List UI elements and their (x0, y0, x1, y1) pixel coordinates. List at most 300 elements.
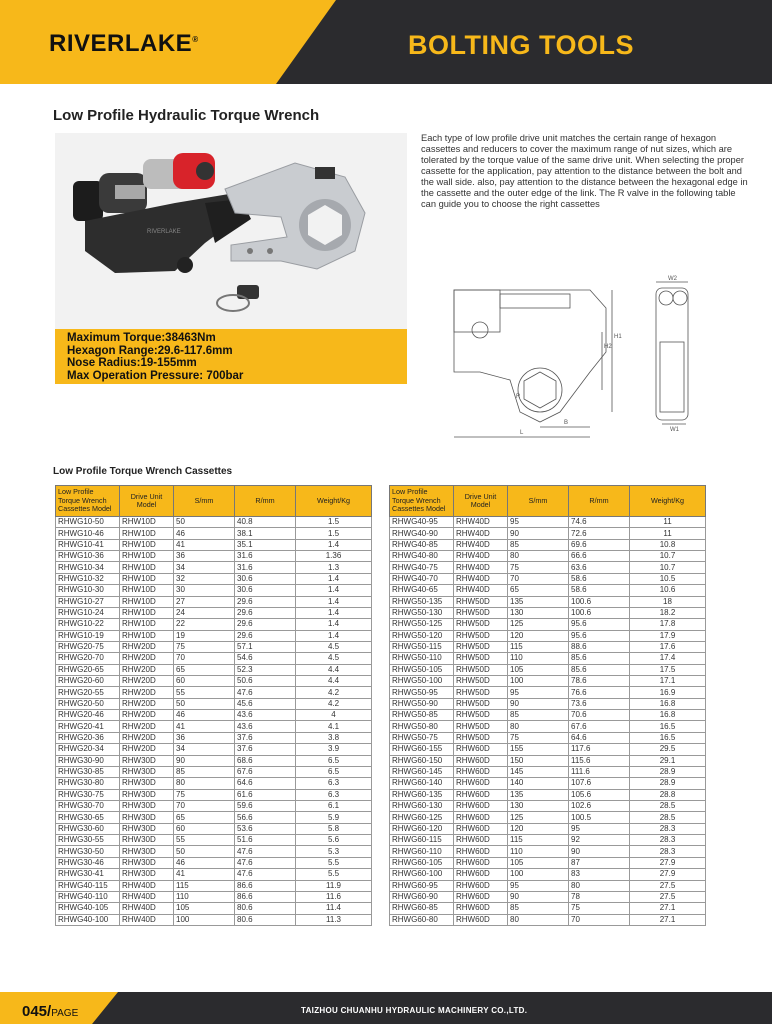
table-cell: 34 (174, 744, 235, 755)
table-cell: 34 (174, 562, 235, 573)
table-cell: 107.6 (569, 778, 630, 789)
table-cell: RHWG10-41 (56, 539, 120, 550)
table-cell: RHWG60-85 (390, 903, 454, 914)
table-cell: 4.4 (296, 664, 372, 675)
table-cell: 17.9 (630, 630, 706, 641)
table-cell: 31.6 (235, 551, 296, 562)
table-cell: RHWG50-100 (390, 676, 454, 687)
table-row (56, 812, 372, 823)
table-cell: 63.6 (569, 562, 630, 573)
table-cell: 85 (508, 710, 569, 721)
table-cell: 5.8 (296, 823, 372, 834)
table-cell: RHW40D (454, 585, 508, 596)
table-cell: 86.6 (235, 891, 296, 902)
table-row (390, 766, 706, 777)
table-cell: 27.9 (630, 869, 706, 880)
table-cell: 135 (508, 596, 569, 607)
table-cell: RHW30D (120, 835, 174, 846)
table-cell: 1.4 (296, 573, 372, 584)
table-cell: RHW40D (454, 562, 508, 573)
table-cell: 51.6 (235, 835, 296, 846)
table-cell: 4.1 (296, 721, 372, 732)
table-cell: RHWG40-85 (390, 539, 454, 550)
table-cell: 95 (508, 880, 569, 891)
table-cell: 47.6 (235, 857, 296, 868)
table-cell: 67.6 (569, 721, 630, 732)
table-cell: RHW60D (454, 880, 508, 891)
col-header-s: S/mm (174, 486, 235, 517)
table-cell: RHW40D (454, 551, 508, 562)
table-row (56, 914, 372, 925)
table-cell: RHW10D (120, 573, 174, 584)
table-cell: 95 (508, 517, 569, 528)
table-cell: RHWG10-19 (56, 630, 120, 641)
table-row (56, 880, 372, 891)
table-cell: RHW20D (120, 732, 174, 743)
table-row (56, 517, 372, 528)
table-cell: 29.1 (630, 755, 706, 766)
table-cell: 46 (174, 710, 235, 721)
table-cell: RHWG20-60 (56, 676, 120, 687)
table-cell: RHW10D (120, 562, 174, 573)
table-cell: 80 (508, 914, 569, 925)
table-cell: 28.8 (630, 789, 706, 800)
table-cell: 37.6 (235, 732, 296, 743)
table-cell: 80.6 (235, 903, 296, 914)
table-title: Low Profile Torque Wrench Cassettes (53, 466, 233, 477)
table-cell: RHWG20-41 (56, 721, 120, 732)
table-cell: 30.6 (235, 585, 296, 596)
table-row (56, 869, 372, 880)
spec-panel (55, 329, 407, 384)
table-cell: 11.9 (296, 880, 372, 891)
table-cell: 16.5 (630, 732, 706, 743)
table-cell: 100 (508, 676, 569, 687)
table-cell: 145 (508, 766, 569, 777)
page-title: Low Profile Hydraulic Torque Wrench (53, 107, 320, 124)
table-cell: RHWG60-145 (390, 766, 454, 777)
table-cell: RHWG40-95 (390, 517, 454, 528)
table-cell: 50.6 (235, 676, 296, 687)
table-cell: RHWG60-110 (390, 846, 454, 857)
table-cell: 90 (174, 755, 235, 766)
table-cell: RHW60D (454, 744, 508, 755)
table-cell: 36 (174, 551, 235, 562)
table-cell: RHW50D (454, 721, 508, 732)
table-cell: 95 (508, 687, 569, 698)
table-cell: RHW20D (120, 698, 174, 709)
table-cell: RHW10D (120, 596, 174, 607)
table-row (56, 562, 372, 573)
table-cell: 75 (569, 903, 630, 914)
table-cell: RHWG60-150 (390, 755, 454, 766)
table-cell: RHWG60-120 (390, 823, 454, 834)
table-row (390, 676, 706, 687)
table-cell: 11.6 (296, 891, 372, 902)
table-cell: 28.9 (630, 766, 706, 777)
table-row (56, 596, 372, 607)
table-cell: RHWG50-120 (390, 630, 454, 641)
table-cell: 35.1 (235, 539, 296, 550)
table-cell: 50 (174, 846, 235, 857)
table-cell: 55 (174, 835, 235, 846)
table-cell: 130 (508, 607, 569, 618)
table-cell: 105.6 (569, 789, 630, 800)
table-cell: 130 (508, 800, 569, 811)
table-row (390, 517, 706, 528)
table-cell: RHW10D (120, 585, 174, 596)
table-cell: 29.6 (235, 607, 296, 618)
table-cell: 59.6 (235, 800, 296, 811)
col-header-s: S/mm (508, 486, 569, 517)
table-cell: RHWG10-46 (56, 528, 120, 539)
spec-max-pressure: Max Operation Pressure: 700bar (67, 369, 244, 382)
table-row (56, 766, 372, 777)
table-cell: RHWG40-80 (390, 551, 454, 562)
table-cell: 27.5 (630, 880, 706, 891)
spec-max-torque: Maximum Torque:38463Nm (67, 332, 216, 344)
table-cell: 85 (508, 903, 569, 914)
table-cell: 1.5 (296, 528, 372, 539)
table-cell: RHWG50-95 (390, 687, 454, 698)
table-cell: 18.2 (630, 607, 706, 618)
table-cell: RHW60D (454, 835, 508, 846)
table-row (56, 744, 372, 755)
table-cell: 11 (630, 528, 706, 539)
svg-text:RIVERLAKE: RIVERLAKE (147, 229, 181, 235)
table-cell: RHW60D (454, 823, 508, 834)
table-cell: 3.8 (296, 732, 372, 743)
table-cell: 6.3 (296, 778, 372, 789)
table-row (390, 732, 706, 743)
table-cell: 105 (508, 664, 569, 675)
table-row (390, 687, 706, 698)
table-cell: RHWG40-70 (390, 573, 454, 584)
col-header-drive-unit: Drive Unit Model (120, 486, 174, 517)
table-row (390, 755, 706, 766)
table-cell: 29.6 (235, 619, 296, 630)
table-row (56, 687, 372, 698)
table-cell: RHWG10-50 (56, 517, 120, 528)
table-row (56, 653, 372, 664)
table-cell: RHWG40-100 (56, 914, 120, 925)
table-cell: 17.1 (630, 676, 706, 687)
table-cell: 75 (174, 789, 235, 800)
table-cell: RHWG10-32 (56, 573, 120, 584)
col-header-drive-unit: Drive Unit Model (454, 486, 508, 517)
table-cell: 17.5 (630, 664, 706, 675)
table-cell: 16.8 (630, 710, 706, 721)
table-cell: 86.6 (235, 880, 296, 891)
svg-text:R: R (516, 394, 521, 400)
table-row (56, 573, 372, 584)
table-cell: 56.6 (235, 812, 296, 823)
table-cell: RHWG50-110 (390, 653, 454, 664)
table-row (56, 676, 372, 687)
table-cell: 41 (174, 721, 235, 732)
table-cell: 5.9 (296, 812, 372, 823)
table-cell: 10.6 (630, 585, 706, 596)
table-cell: RHW60D (454, 789, 508, 800)
table-cell: RHWG60-155 (390, 744, 454, 755)
table-cell: 102.6 (569, 800, 630, 811)
table-cell: 43.6 (235, 721, 296, 732)
table-cell: 38.1 (235, 528, 296, 539)
table-cell: 29.5 (630, 744, 706, 755)
table-cell: 22 (174, 619, 235, 630)
table-cell: RHWG10-22 (56, 619, 120, 630)
table-cell: RHWG60-130 (390, 800, 454, 811)
spec-hexagon-range: Hexagon Range:29.6-117.6mm (67, 344, 233, 357)
table-row (390, 664, 706, 675)
table-row (390, 619, 706, 630)
table-cell: RHW60D (454, 846, 508, 857)
table-cell: 41 (174, 539, 235, 550)
table-cell: RHWG30-75 (56, 789, 120, 800)
table-row (390, 869, 706, 880)
table-cell: 16.8 (630, 698, 706, 709)
table-cell: 67.6 (235, 766, 296, 777)
table-cell: RHW20D (120, 664, 174, 675)
table-cell: RHW60D (454, 869, 508, 880)
table-row (390, 528, 706, 539)
table-cell: RHW60D (454, 914, 508, 925)
table-cell: 74.6 (569, 517, 630, 528)
table-cell: RHWG20-55 (56, 687, 120, 698)
table-cell: RHWG20-70 (56, 653, 120, 664)
table-cell: 27.9 (630, 857, 706, 868)
table-cell: 27 (174, 596, 235, 607)
table-cell: 24 (174, 607, 235, 618)
table-row (390, 710, 706, 721)
table-cell: 16.9 (630, 687, 706, 698)
table-cell: 45.6 (235, 698, 296, 709)
table-cell: RHWG40-115 (56, 880, 120, 891)
description-text: Each type of low profile drive unit matches the certain range of hexagon cassettes and reducers to cover the maximum range of nut sizes, which are tolerated by the torque value of the same drive unit. When selecting the proper cassette for the application, pay attention to the distance between the bolt and the wall side. also, pay attention to the distance between the hexagonal edge in the cassette and the outer edge of the link. The R valve in the following table can guide you to choose the right cassettes (421, 133, 748, 209)
table-cell: 30 (174, 585, 235, 596)
table-row (390, 573, 706, 584)
table-cell: 95.6 (569, 619, 630, 630)
table-cell: 5.5 (296, 869, 372, 880)
table-cell: RHWG30-80 (56, 778, 120, 789)
table-cell: RHW50D (454, 641, 508, 652)
svg-text:H2: H2 (604, 344, 612, 350)
table-cell: RHW50D (454, 732, 508, 743)
table-row (390, 562, 706, 573)
table-cell: 28.3 (630, 835, 706, 846)
table-cell: RHWG50-80 (390, 721, 454, 732)
table-row (390, 698, 706, 709)
table-cell: 110 (508, 846, 569, 857)
table-cell: 100 (508, 869, 569, 880)
table-cell: 54.6 (235, 653, 296, 664)
table-cell: RHW50D (454, 653, 508, 664)
table-cell: 57.1 (235, 641, 296, 652)
technical-drawing (440, 272, 712, 452)
brand-logo: RIVERLAKE® (49, 30, 199, 57)
table-row (390, 857, 706, 868)
table-cell: 4 (296, 710, 372, 721)
product-photo (55, 133, 407, 329)
table-cell: 1.4 (296, 585, 372, 596)
table-cell: 61.6 (235, 789, 296, 800)
table-cell: RHWG50-115 (390, 641, 454, 652)
table-cell: 32 (174, 573, 235, 584)
table-cell: 80 (174, 778, 235, 789)
table-cell: 60 (174, 676, 235, 687)
table-cell: 47.6 (235, 687, 296, 698)
table-cell: 47.6 (235, 869, 296, 880)
table-cell: RHWG30-55 (56, 835, 120, 846)
col-header-r: R/mm (235, 486, 296, 517)
table-cell: 105 (508, 857, 569, 868)
table-cell: RHW60D (454, 766, 508, 777)
table-cell: RHW60D (454, 812, 508, 823)
table-cell: 4.4 (296, 676, 372, 687)
table-cell: 4.5 (296, 641, 372, 652)
col-header-model: Low Profile Torque Wrench Cassettes Model (390, 486, 454, 517)
table-row (390, 539, 706, 550)
table-cell: RHWG20-75 (56, 641, 120, 652)
svg-text:W2: W2 (668, 276, 677, 282)
table-row (56, 903, 372, 914)
table-cell: 50 (174, 517, 235, 528)
table-row (56, 823, 372, 834)
table-cell: 87 (569, 857, 630, 868)
table-cell: RHW30D (120, 800, 174, 811)
table-cell: RHW30D (120, 789, 174, 800)
table-cell: 110 (508, 653, 569, 664)
table-cell: 11.4 (296, 903, 372, 914)
table-cell: 41 (174, 869, 235, 880)
table-cell: 1.4 (296, 619, 372, 630)
table-cell: RHWG20-36 (56, 732, 120, 743)
table-row (390, 585, 706, 596)
table-cell: RHW50D (454, 710, 508, 721)
table-cell: RHWG30-41 (56, 869, 120, 880)
table-cell: 65 (508, 585, 569, 596)
table-cell: 16.5 (630, 721, 706, 732)
table-cell: 19 (174, 630, 235, 641)
table-cell: 70 (174, 653, 235, 664)
table-cell: 115 (508, 641, 569, 652)
table-cell: RHWG40-90 (390, 528, 454, 539)
table-cell: 155 (508, 744, 569, 755)
table-row (390, 823, 706, 834)
table-row (390, 778, 706, 789)
table-cell: 100.5 (569, 812, 630, 823)
table-cell: 5.3 (296, 846, 372, 857)
table-cell: RHWG20-34 (56, 744, 120, 755)
table-row (56, 846, 372, 857)
table-cell: 115 (174, 880, 235, 891)
table-cell: 83 (569, 869, 630, 880)
company-name: TAIZHOU CHUANHU HYDRAULIC MACHINERY CO.,LTD. (301, 1006, 528, 1015)
table-cell: 90 (569, 846, 630, 857)
table-cell: RHWG30-65 (56, 812, 120, 823)
table-cell: 68.6 (235, 755, 296, 766)
table-cell: RHW30D (120, 755, 174, 766)
table-cell: RHW50D (454, 596, 508, 607)
table-cell: RHWG60-135 (390, 789, 454, 800)
table-cell: 55 (174, 687, 235, 698)
table-cell: RHW50D (454, 664, 508, 675)
table-row (56, 891, 372, 902)
table-cell: 64.6 (235, 778, 296, 789)
table-cell: RHWG60-80 (390, 914, 454, 925)
table-cell: RHW30D (120, 846, 174, 857)
table-cell: RHW60D (454, 755, 508, 766)
table-cell: RHW20D (120, 710, 174, 721)
table-cell: 80 (508, 721, 569, 732)
table-cell: RHW30D (120, 857, 174, 868)
table-cell: 100 (174, 914, 235, 925)
table-row (390, 641, 706, 652)
table-cell: 92 (569, 835, 630, 846)
table-row (56, 528, 372, 539)
table-cell: 1.5 (296, 517, 372, 528)
table-cell: 17.8 (630, 619, 706, 630)
table-cell: 30.6 (235, 573, 296, 584)
table-cell: 1.4 (296, 607, 372, 618)
table-cell: RHW10D (120, 551, 174, 562)
table-cell: RHW10D (120, 607, 174, 618)
table-cell: RHW30D (120, 823, 174, 834)
table-cell: 1.3 (296, 562, 372, 573)
table-cell: 70 (174, 800, 235, 811)
table-cell: 29.6 (235, 596, 296, 607)
table-cell: RHW50D (454, 630, 508, 641)
table-row (390, 880, 706, 891)
table-cell: 46 (174, 857, 235, 868)
table-cell: 6.1 (296, 800, 372, 811)
table-row (390, 744, 706, 755)
table-cell: 95.6 (569, 630, 630, 641)
table-cell: 6.5 (296, 766, 372, 777)
table-cell: RHWG40-75 (390, 562, 454, 573)
table-cell: RHW50D (454, 676, 508, 687)
table-cell: 58.6 (569, 573, 630, 584)
table-cell: 76.6 (569, 687, 630, 698)
table-cell: 1.36 (296, 551, 372, 562)
table-cell: RHW50D (454, 619, 508, 630)
table-cell: 5.5 (296, 857, 372, 868)
table-cell: 4.2 (296, 687, 372, 698)
table-cell: RHW30D (120, 778, 174, 789)
table-cell: RHWG30-46 (56, 857, 120, 868)
table-cell: RHW60D (454, 778, 508, 789)
table-row (56, 551, 372, 562)
table-row (390, 551, 706, 562)
table-cell: RHW20D (120, 676, 174, 687)
spec-nose-radius: Nose Radius:19-155mm (67, 357, 197, 369)
table-cell: 28.5 (630, 800, 706, 811)
table-cell: RHW60D (454, 800, 508, 811)
col-header-weight: Weight/Kg (296, 486, 372, 517)
table-cell: 75 (508, 562, 569, 573)
table-cell: 70 (508, 573, 569, 584)
table-cell: RHWG50-75 (390, 732, 454, 743)
table-cell: RHWG40-65 (390, 585, 454, 596)
table-cell: 120 (508, 823, 569, 834)
table-cell: RHWG30-70 (56, 800, 120, 811)
table-cell: RHW20D (120, 744, 174, 755)
table-row (390, 914, 706, 925)
table-row (56, 641, 372, 652)
table-cell: 88.6 (569, 641, 630, 652)
table-cell: 80 (508, 551, 569, 562)
table-cell: RHW40D (454, 517, 508, 528)
